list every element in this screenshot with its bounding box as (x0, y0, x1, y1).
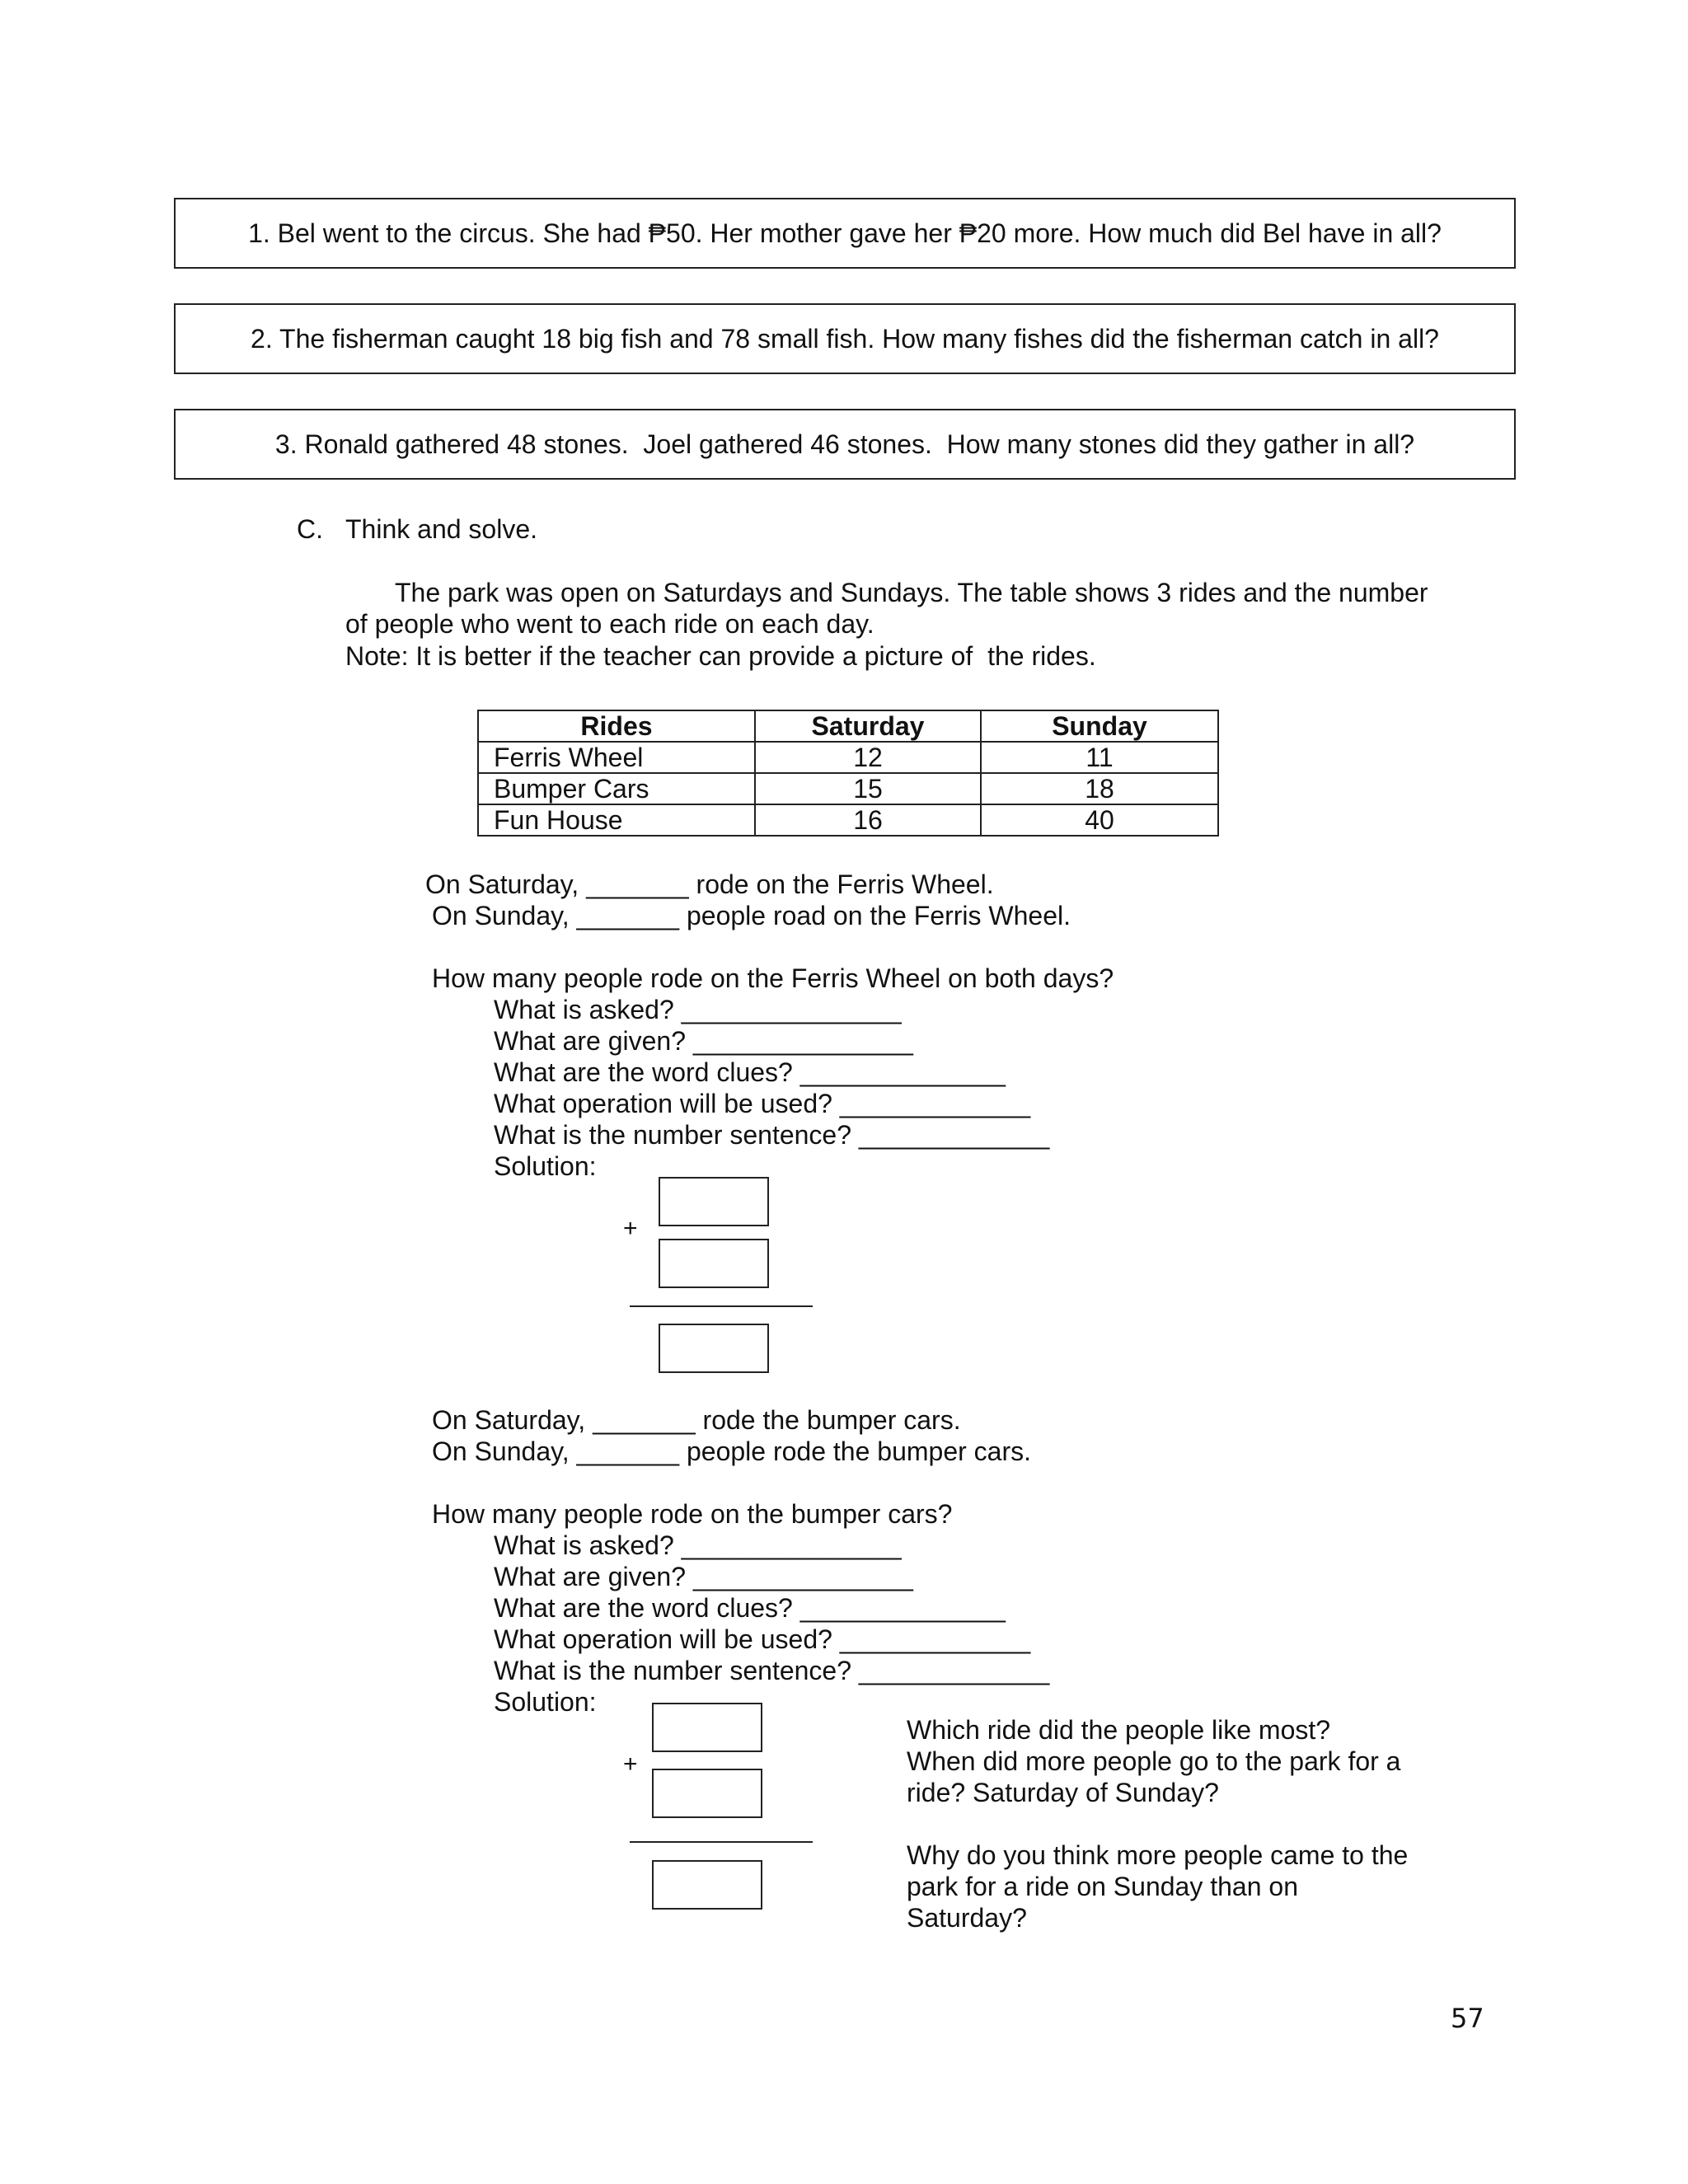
ferris-number-sentence: What is the number sentence? _____________ (494, 1120, 1050, 1150)
peso-sign: ₱ (648, 218, 667, 248)
problem-3-text: 3. Ronald gathered 48 stones. Joel gathered 46 stones. How many stones did they gather in all? (274, 429, 1415, 459)
bumper-sum-box[interactable] (652, 1860, 762, 1910)
ride-name: Fun House (478, 804, 755, 836)
bumper-sunday-line: On Sunday, _______ people rode the bumper cars. (432, 1436, 1032, 1466)
saturday-count: 16 (755, 804, 981, 836)
side-question-2-line-2: ride? Saturday of Sunday? (907, 1778, 1219, 1807)
ride-name: Bumper Cars (478, 773, 755, 804)
ferris-solution-label: Solution: (494, 1151, 597, 1181)
side-question-2-line-1: When did more people go to the park for a (907, 1746, 1401, 1776)
plus-sign: + (623, 1215, 638, 1242)
ferris-question: How many people rode on the Ferris Wheel on both days? (432, 963, 1114, 993)
side-question-1: Which ride did the people like most? (907, 1715, 1331, 1745)
saturday-count: 12 (755, 742, 981, 773)
problem-2-text: 2. The fisherman caught 18 big fish and 78 small fish. How many fishes did the fisherman catch in all? (251, 323, 1439, 354)
problem-3-box (174, 409, 1516, 480)
bumper-what-asked: What is asked? _______________ (494, 1530, 902, 1560)
sunday-count: 40 (981, 804, 1218, 836)
bumper-question: How many people rode on the bumper cars? (432, 1499, 953, 1529)
bumper-saturday-line: On Saturday, _______ rode the bumper cars. (432, 1405, 961, 1435)
sunday-count: 11 (981, 742, 1218, 773)
rides-table (477, 710, 1219, 837)
header-sunday: Sunday (981, 710, 1218, 742)
table-header-row (478, 710, 1218, 742)
saturday-count: 15 (755, 773, 981, 804)
bumper-addend-1-box[interactable] (652, 1703, 762, 1752)
problem-1-text-a: 1. Bel went to the circus. She had (248, 218, 649, 248)
table-row (478, 773, 1218, 804)
ferris-sunday-line: On Sunday, _______ people road on the Ferris Wheel. (432, 901, 1071, 930)
header-rides: Rides (478, 710, 755, 742)
section-title: Think and solve. (345, 514, 538, 544)
ferris-what-given: What are given? _______________ (494, 1026, 913, 1056)
problem-1-text-b: 50. Her mother gave her (666, 218, 959, 248)
problem-1-box (174, 198, 1516, 269)
problem-2-box (174, 303, 1516, 374)
bumper-word-clues: What are the word clues? ______________ (494, 1593, 1006, 1623)
plus-sign: + (623, 1750, 638, 1778)
side-question-3-line-2: park for a ride on Sunday than on (907, 1872, 1298, 1901)
sum-line (630, 1305, 813, 1307)
bumper-solution-label: Solution: (494, 1687, 597, 1717)
sunday-count: 18 (981, 773, 1218, 804)
intro-line-1: The park was open on Saturdays and Sundays. The table shows 3 rides and the number (395, 578, 1428, 607)
bumper-addend-2-box[interactable] (652, 1769, 762, 1818)
sum-line (630, 1841, 813, 1843)
bumper-operation: What operation will be used? _____________ (494, 1624, 1031, 1654)
ride-name: Ferris Wheel (478, 742, 755, 773)
intro-line-2: of people who went to each ride on each day. (345, 609, 874, 639)
intro-note: Note: It is better if the teacher can provide a picture of the rides. (345, 641, 1096, 671)
section-letter: C. (297, 514, 323, 544)
bumper-number-sentence: What is the number sentence? _____________ (494, 1656, 1050, 1685)
ferris-word-clues: What are the word clues? ______________ (494, 1057, 1006, 1087)
ferris-addend-2-box[interactable] (659, 1239, 769, 1288)
ferris-sum-box[interactable] (659, 1324, 769, 1373)
ferris-saturday-line: On Saturday, _______ rode on the Ferris Wheel. (425, 869, 994, 899)
ferris-what-asked: What is asked? _______________ (494, 995, 902, 1024)
peso-sign: ₱ (959, 218, 978, 248)
ferris-addend-1-box[interactable] (659, 1177, 769, 1226)
side-question-3-line-1: Why do you think more people came to the (907, 1840, 1409, 1870)
table-row (478, 742, 1218, 773)
bumper-what-given: What are given? _______________ (494, 1562, 913, 1591)
page-number: 57 (1451, 2003, 1484, 2034)
problem-1-text-c: 20 more. How much did Bel have in all? (977, 218, 1442, 248)
side-question-3-line-3: Saturday? (907, 1903, 1027, 1933)
table-row (478, 804, 1218, 836)
header-saturday: Saturday (755, 710, 981, 742)
ferris-operation: What operation will be used? _____________ (494, 1089, 1031, 1118)
